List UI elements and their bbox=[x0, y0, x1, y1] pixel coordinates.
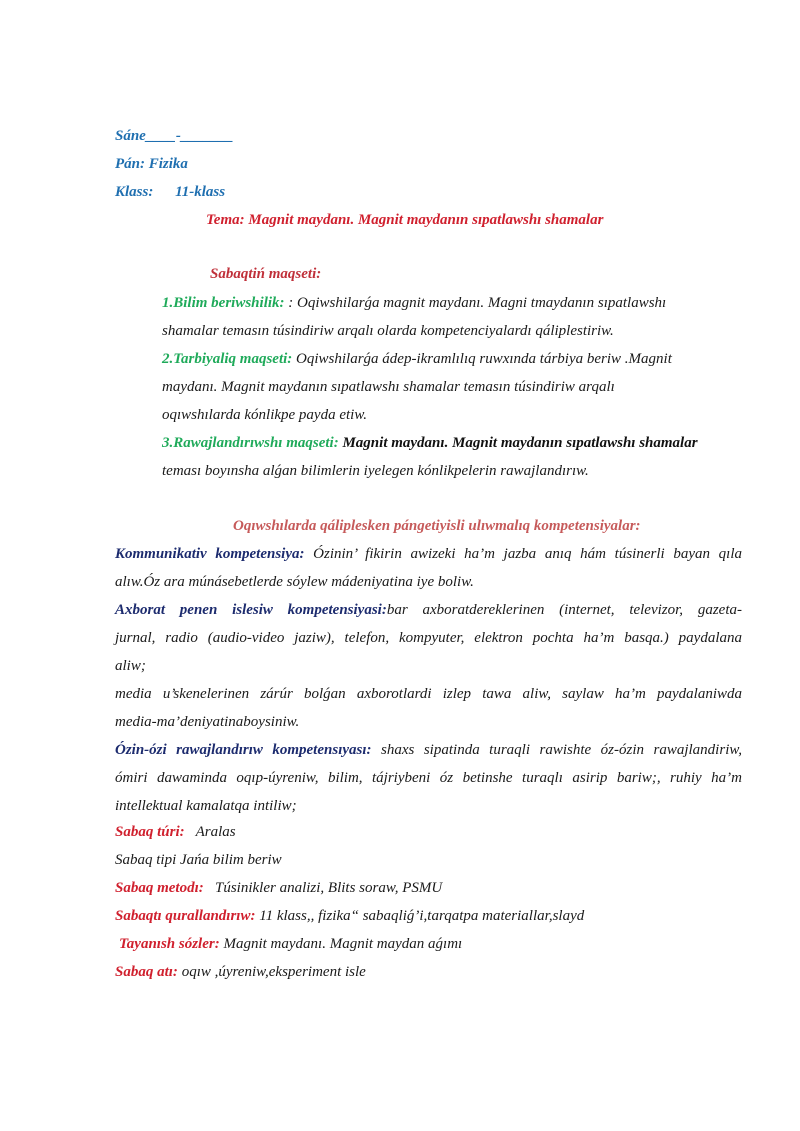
class-line bbox=[115, 182, 225, 202]
lesson-type-value: Aralas bbox=[184, 824, 236, 840]
information-text: bar axboratdereklerinen (internet, televizor, gazeta- bbox=[386, 602, 742, 618]
lesson-kind-line: Sabaq tipi Jańa bilim beriw bbox=[115, 852, 282, 868]
goal-1-line-1 bbox=[162, 293, 666, 313]
lesson-name-line bbox=[115, 962, 366, 982]
lesson-method-label: Sabaq metodı: bbox=[115, 880, 204, 896]
information-line-2: jurnal, radio (audio-video jaziw), telefon, kompyuter, elektron pochta ha’m basqa.) paydalana bbox=[115, 630, 742, 646]
goal-1-text: : Oqiwshilarǵa magnit maydanı. Magni tmaydanın sıpatlawshı bbox=[284, 295, 667, 311]
information-line-4: media u’skenelerinen zárúr bolǵan axborotlardi izlep tawa aliw, saylaw ha’m paydalaniwda bbox=[115, 686, 742, 702]
goal-2-line-2: maydanı. Magnit maydanın sıpatlawshı shamalar temasın túsindiriw arqalı bbox=[162, 379, 615, 395]
lesson-type-label: Sabaq túri: bbox=[115, 824, 185, 840]
goal-2-label: 2.Tarbiyaliq maqseti: bbox=[162, 351, 293, 367]
lesson-method-line bbox=[115, 878, 442, 898]
competencies-heading: Oqıwshılarda qáliplesken pángetiyisli ulıwmalıq kompetensiyalar: bbox=[233, 518, 641, 534]
lesson-equipment-line bbox=[115, 906, 584, 926]
lesson-equipment-label: Sabaqtı qurallandırıw: bbox=[115, 908, 256, 924]
information-line-5: media-ma’deniyatinaboysiniw. bbox=[115, 714, 300, 730]
goal-3-label: 3.Rawajlandırıwshı maqseti: bbox=[162, 435, 339, 451]
self-development-label: Ózin-ózi rawajlandırıw kompetensıyası: bbox=[115, 742, 372, 758]
subject-line: Pán: Fizika bbox=[115, 156, 188, 172]
class-label: Klass: bbox=[115, 184, 154, 200]
information-label: Axborat penen islesiw kompetensiyasi: bbox=[115, 602, 387, 618]
information-line-3: aliw; bbox=[115, 658, 146, 674]
topic-title: Tema: Magnit maydanı. Magnit maydanın sıpatlawshı shamalar bbox=[206, 212, 604, 228]
goal-3-line-2: teması boyınsha alǵan bilimlerin iyelegen kónlikpelerin rawajlandırıw. bbox=[162, 463, 589, 479]
self-development-text: shaxs sipatinda turaqli rawishte óz-ózin rawajlandiriw, bbox=[371, 742, 742, 758]
self-development-line-3: intellektual kamalatqa intiliw; bbox=[115, 798, 297, 814]
date-line: Sáne____-_______ bbox=[115, 128, 234, 144]
self-development-line-1 bbox=[115, 740, 742, 760]
information-line-1 bbox=[115, 600, 742, 620]
goal-3-line-1 bbox=[162, 433, 698, 453]
communicative-line-2: alıw.Óz ara múnásebetlerde sóylew mádeniyatina iye boliw. bbox=[115, 574, 474, 590]
lesson-keywords-line bbox=[119, 934, 462, 954]
lesson-method-value: Túsinikler analizi, Blits soraw, PSMU bbox=[203, 880, 443, 896]
goal-1-label: 1.Bilim beriwshilik: bbox=[162, 295, 285, 311]
communicative-label: Kommunikativ kompetensiya: bbox=[115, 546, 305, 562]
goal-2-text: Oqiwshilarǵa ádep-ikramlılıq ruwxında tárbiya beriw .Magnit bbox=[292, 351, 672, 367]
self-development-line-2: ómiri dawaminda oqıp-úyreniw, bilim, tájriybeni óz betinshe turaqlı asirip bariw;, ruhiy ha’m bbox=[115, 770, 742, 786]
lesson-equipment-value: 11 klass,, fizika“ sabaqliǵ’i,tarqatpa materiallar,slayd bbox=[255, 908, 585, 924]
lesson-name-label: Sabaq atı: bbox=[115, 964, 178, 980]
communicative-text: Ózinin’ fikirin awizeki ha’m jazba anıq hám túsinerli bayan qıla bbox=[304, 546, 743, 562]
goal-3-bold-text: Magnit maydanı. Magnit maydanın sıpatlawshı shamalar bbox=[338, 435, 698, 451]
goal-2-line-3: oqıwshılarda kónlikpe payda etiw. bbox=[162, 407, 367, 423]
goals-heading: Sabaqtiń maqseti: bbox=[210, 266, 322, 282]
communicative-line-1 bbox=[115, 544, 742, 564]
lesson-type-line bbox=[115, 822, 236, 842]
lesson-keywords-value: Magnit maydanı. Magnit maydan aǵımı bbox=[219, 936, 463, 952]
goal-2-line-1 bbox=[162, 349, 672, 369]
goal-1-line-2: shamalar temasın túsindiriw arqalı olarda kompetenciyalardı qáliplestiriw. bbox=[162, 323, 614, 339]
lesson-name-value: oqıw ,úyreniw,eksperiment isle bbox=[177, 964, 366, 980]
class-value: 11-klass bbox=[175, 184, 226, 200]
lesson-keywords-label: Tayanısh sózler: bbox=[119, 936, 220, 952]
